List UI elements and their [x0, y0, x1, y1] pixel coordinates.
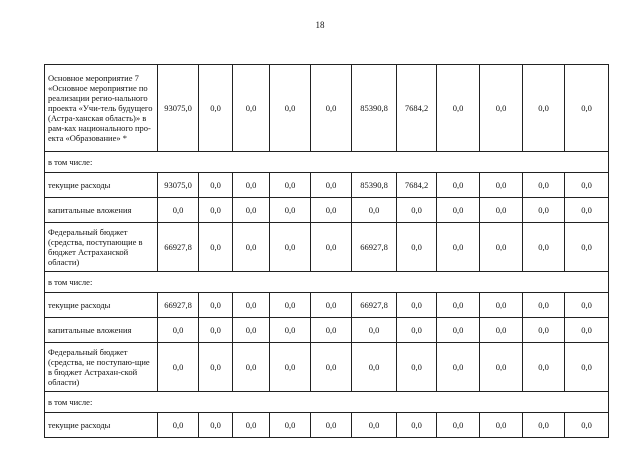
row-label: текущие расходы	[45, 413, 158, 438]
value-cell: 66927,8	[158, 293, 199, 318]
value-cell: 0,0	[311, 343, 352, 392]
table-row	[45, 223, 609, 272]
value-cell: 0,0	[352, 198, 397, 223]
row-label: в том числе:	[45, 272, 158, 293]
row-label: Федеральный бюджет (средства, поступающие в бюджет Астраханской области)	[45, 223, 158, 272]
value-cell: 0,0	[199, 173, 233, 198]
table-row	[45, 173, 609, 198]
value-cell: 0,0	[352, 343, 397, 392]
value-cell: 0,0	[352, 413, 397, 438]
row-label: текущие расходы	[45, 173, 158, 198]
value-cell: 0,0	[480, 173, 523, 198]
value-cell: 0,0	[199, 65, 233, 152]
value-cell: 0,0	[397, 413, 437, 438]
value-cell: 0,0	[437, 223, 480, 272]
value-cell: 0,0	[311, 413, 352, 438]
value-cell: 0,0	[270, 198, 311, 223]
value-cell: 0,0	[311, 173, 352, 198]
value-cell: 0,0	[437, 318, 480, 343]
budget-table	[44, 64, 609, 438]
value-cell: 0,0	[270, 173, 311, 198]
value-cell: 0,0	[397, 318, 437, 343]
empty-cell	[158, 152, 609, 173]
value-cell: 85390,8	[352, 173, 397, 198]
row-label: Основное мероприятие 7 «Основное мероприятие по реализации регио-нального проекта «Учи-тель будущего (Астра-ханская область)» в рам-ках национального про-екта «Образование» *	[45, 65, 158, 152]
value-cell: 0,0	[270, 413, 311, 438]
table-row	[45, 318, 609, 343]
value-cell: 66927,8	[158, 223, 199, 272]
row-label: Федеральный бюджет (средства, не поступаю-щие в бюджет Астрахан-ской области)	[45, 343, 158, 392]
value-cell: 0,0	[523, 65, 565, 152]
value-cell: 0,0	[233, 65, 270, 152]
value-cell: 0,0	[270, 343, 311, 392]
table-row	[45, 392, 609, 413]
value-cell: 7684,2	[397, 65, 437, 152]
value-cell: 0,0	[311, 65, 352, 152]
value-cell: 0,0	[311, 223, 352, 272]
value-cell: 0,0	[437, 198, 480, 223]
value-cell: 0,0	[199, 413, 233, 438]
value-cell: 93075,0	[158, 173, 199, 198]
value-cell: 0,0	[199, 293, 233, 318]
value-cell: 85390,8	[352, 65, 397, 152]
value-cell: 0,0	[565, 293, 609, 318]
value-cell: 0,0	[199, 198, 233, 223]
value-cell: 0,0	[352, 318, 397, 343]
value-cell: 0,0	[233, 413, 270, 438]
value-cell: 0,0	[233, 293, 270, 318]
value-cell: 0,0	[480, 413, 523, 438]
value-cell: 0,0	[233, 198, 270, 223]
value-cell: 7684,2	[397, 173, 437, 198]
value-cell: 0,0	[270, 65, 311, 152]
table-row	[45, 198, 609, 223]
value-cell: 0,0	[311, 293, 352, 318]
table-row	[45, 413, 609, 438]
value-cell: 0,0	[311, 198, 352, 223]
table-row	[45, 65, 609, 152]
value-cell: 0,0	[523, 343, 565, 392]
value-cell: 93075,0	[158, 65, 199, 152]
value-cell: 0,0	[437, 343, 480, 392]
value-cell: 0,0	[565, 65, 609, 152]
value-cell: 0,0	[480, 65, 523, 152]
value-cell: 0,0	[480, 293, 523, 318]
value-cell: 0,0	[437, 293, 480, 318]
value-cell: 0,0	[437, 413, 480, 438]
empty-cell	[158, 272, 609, 293]
value-cell: 0,0	[565, 343, 609, 392]
table-body	[45, 65, 609, 438]
value-cell: 0,0	[480, 223, 523, 272]
row-label: капитальные вложения	[45, 198, 158, 223]
row-label: капитальные вложения	[45, 318, 158, 343]
table-row	[45, 272, 609, 293]
table-row	[45, 343, 609, 392]
value-cell: 0,0	[199, 223, 233, 272]
value-cell: 0,0	[397, 223, 437, 272]
value-cell: 66927,8	[352, 223, 397, 272]
value-cell: 0,0	[233, 223, 270, 272]
value-cell: 0,0	[233, 173, 270, 198]
value-cell: 0,0	[158, 318, 199, 343]
page-number: 18	[315, 20, 325, 30]
row-label: в том числе:	[45, 152, 158, 173]
row-label: в том числе:	[45, 392, 158, 413]
value-cell: 0,0	[565, 198, 609, 223]
value-cell: 0,0	[523, 293, 565, 318]
value-cell: 0,0	[311, 318, 352, 343]
value-cell: 0,0	[437, 173, 480, 198]
value-cell: 0,0	[565, 223, 609, 272]
value-cell: 0,0	[480, 318, 523, 343]
value-cell: 0,0	[233, 343, 270, 392]
value-cell: 0,0	[565, 318, 609, 343]
value-cell: 0,0	[199, 318, 233, 343]
value-cell: 0,0	[480, 198, 523, 223]
empty-cell	[158, 392, 609, 413]
value-cell: 0,0	[158, 413, 199, 438]
value-cell: 0,0	[437, 65, 480, 152]
value-cell: 0,0	[523, 173, 565, 198]
value-cell: 0,0	[270, 293, 311, 318]
value-cell: 66927,8	[352, 293, 397, 318]
value-cell: 0,0	[270, 318, 311, 343]
value-cell: 0,0	[270, 223, 311, 272]
value-cell: 0,0	[523, 223, 565, 272]
value-cell: 0,0	[199, 343, 233, 392]
value-cell: 0,0	[158, 198, 199, 223]
value-cell: 0,0	[397, 293, 437, 318]
value-cell: 0,0	[523, 198, 565, 223]
table-row	[45, 152, 609, 173]
value-cell: 0,0	[565, 173, 609, 198]
row-label: текущие расходы	[45, 293, 158, 318]
value-cell: 0,0	[397, 343, 437, 392]
value-cell: 0,0	[523, 413, 565, 438]
value-cell: 0,0	[480, 343, 523, 392]
table-row	[45, 293, 609, 318]
value-cell: 0,0	[158, 343, 199, 392]
value-cell: 0,0	[233, 318, 270, 343]
value-cell: 0,0	[523, 318, 565, 343]
value-cell: 0,0	[565, 413, 609, 438]
value-cell: 0,0	[397, 198, 437, 223]
